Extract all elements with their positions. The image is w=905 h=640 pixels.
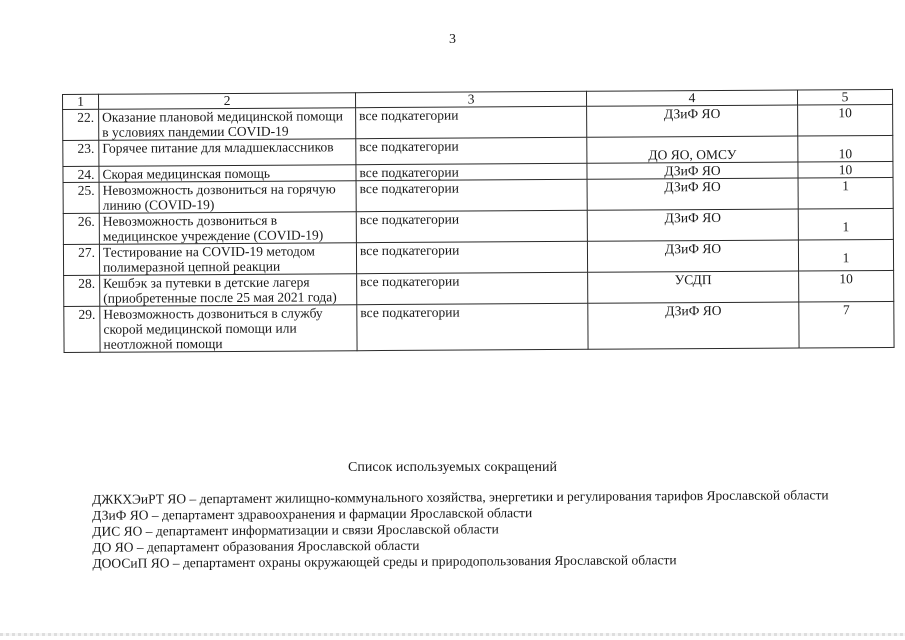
row-responsible: ДЗиФ ЯО <box>587 240 798 272</box>
row-number: 24. <box>63 166 99 182</box>
header-col-4: 4 <box>586 90 797 106</box>
row-responsible: ДЗиФ ЯО <box>587 178 798 210</box>
row-topic: Оказание плановой медицинской помощи в условиях пандемии COVID-19 <box>99 108 356 141</box>
row-category: все подкатегории <box>356 163 587 180</box>
row-topic: Невозможность дозвониться в службу скорой медицинской помощи или неотложной помощи <box>100 305 357 353</box>
row-responsible: ДЗиФ ЯО <box>587 105 798 137</box>
row-category: все подкатегории <box>356 179 587 211</box>
row-value: 10 <box>799 270 894 302</box>
row-value: 10 <box>798 161 893 178</box>
row-topic: Невозможность дозвониться в медицинское учреждение (COVID-19) <box>99 212 356 245</box>
row-number: 22. <box>63 109 99 140</box>
row-responsible: ДЗиФ ЯО <box>587 209 798 241</box>
row-number: 28. <box>64 275 100 306</box>
abbreviation-item: ДЖКХЭиРТ ЯО – департамент жилищно-коммунального хозяйства, энергетики и регулирования тарифов Ярославской области <box>91 487 829 507</box>
scan-artifact-line <box>0 633 905 636</box>
table-row <box>63 239 893 275</box>
header-col-5: 5 <box>797 89 892 105</box>
row-value: 10 <box>798 104 893 136</box>
row-category: все подкатегории <box>357 303 588 350</box>
row-number: 29. <box>64 306 100 352</box>
row-value: 7 <box>799 301 894 348</box>
row-number: 26. <box>63 213 99 244</box>
row-topic: Скорая медицинская помощь <box>99 165 356 183</box>
row-number: 25. <box>63 182 99 213</box>
page-number: 3 <box>449 32 456 47</box>
row-responsible: ДЗиФ ЯО <box>588 302 799 349</box>
header-col-2: 2 <box>99 93 356 110</box>
row-responsible: ДО ЯО, ОМСУ <box>587 136 798 163</box>
table-row <box>63 208 893 244</box>
abbreviations-list <box>62 487 842 572</box>
row-topic: Кешбэк за путевки в детские лагеря (приобретенные после 25 мая 2021 года) <box>100 274 357 307</box>
row-category: все подкатегории <box>356 241 587 273</box>
row-number: 27. <box>63 244 99 275</box>
row-value: 1 <box>798 177 893 209</box>
row-responsible: ДЗиФ ЯО <box>587 162 798 179</box>
row-topic: Невозможность дозвониться на горячую линию (COVID-19) <box>99 181 356 214</box>
abbreviation-item: ДИС ЯО – департамент информатизации и связи Ярославской области <box>92 521 499 539</box>
table-row <box>63 104 893 140</box>
summary-table <box>62 89 895 353</box>
row-value: 10 <box>798 135 893 162</box>
row-value: 1 <box>798 208 893 240</box>
abbreviation-item: ДО ЯО – департамент образования Ярославской области <box>92 537 420 555</box>
row-category: все подкатегории <box>356 106 587 138</box>
row-responsible: УСДП <box>588 271 799 303</box>
row-value: 1 <box>798 239 893 271</box>
row-number: 23. <box>63 140 99 166</box>
table-row <box>64 301 894 352</box>
abbreviation-item: ДООСиП ЯО – департамент охраны окружающей среды и природопользования Ярославской области <box>92 552 677 571</box>
table-row <box>63 177 893 213</box>
row-category: все подкатегории <box>356 210 587 242</box>
abbreviation-item: ДЗиФ ЯО – департамент здравоохранения и фармации Ярославской области <box>92 505 533 523</box>
row-category: все подкатегории <box>357 272 588 304</box>
row-topic: Тестирование на COVID-19 методом полимеразной цепной реакции <box>99 243 356 276</box>
header-col-3: 3 <box>355 91 586 107</box>
row-topic: Горячее питание для младшеклассников <box>99 139 356 167</box>
header-col-1: 1 <box>63 94 99 109</box>
table-row <box>64 270 894 306</box>
row-category: все подкатегории <box>356 137 587 164</box>
abbreviations-title: Список используемых сокращений <box>348 460 557 475</box>
